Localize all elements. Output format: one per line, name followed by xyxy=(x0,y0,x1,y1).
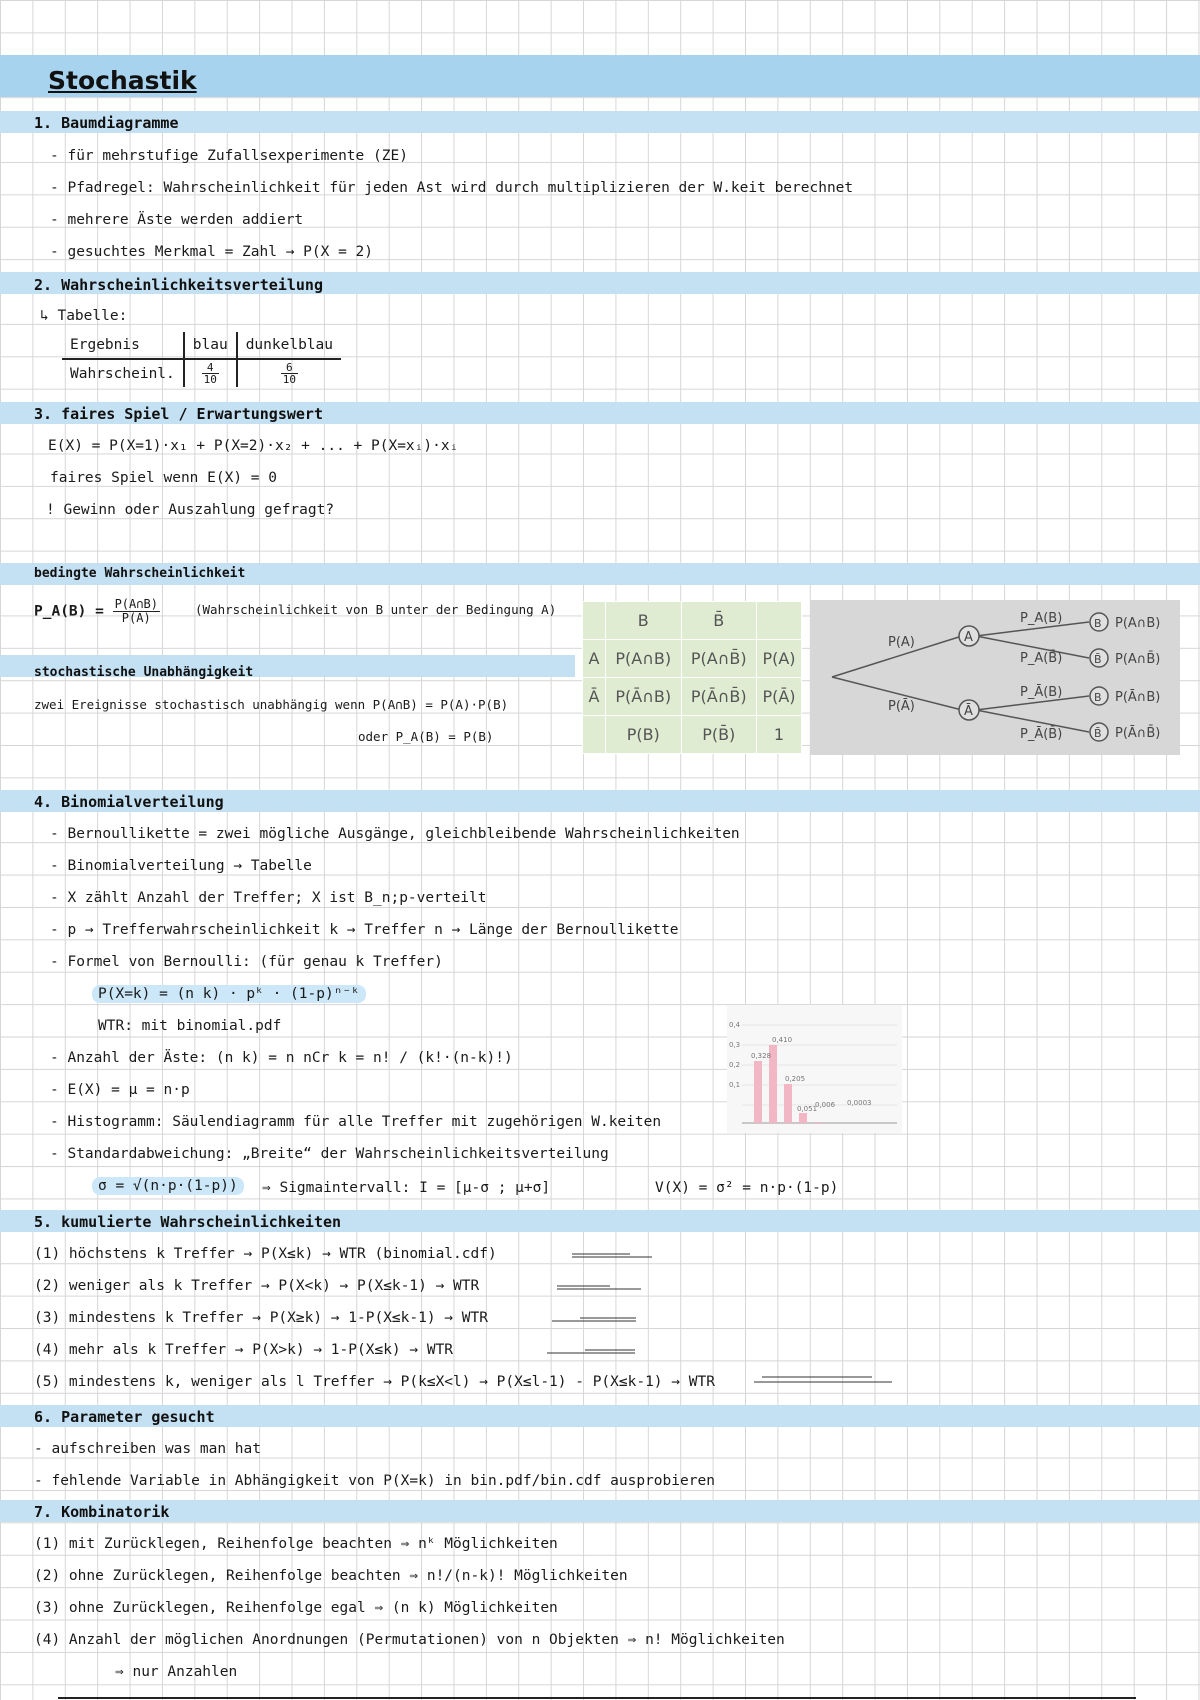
s1-line-3: - mehrere Äste werden addiert xyxy=(50,212,304,228)
page-title: Stochastik xyxy=(48,66,197,95)
table-header-darkblue: dunkelblau xyxy=(237,332,341,359)
svg-text:0,006: 0,006 xyxy=(815,1101,836,1109)
svg-text:0,3: 0,3 xyxy=(729,1041,741,1049)
indep-line-2: oder P_A(B) = P(B) xyxy=(358,729,494,744)
gain-note: ! Gewinn oder Auszahlung gefragt? xyxy=(46,502,335,518)
distribution-table xyxy=(62,332,341,387)
variance-formula: V(X) = σ² = n·p·(1-p) xyxy=(655,1180,839,1196)
vf-corner xyxy=(583,602,606,640)
cond-explanation: (Wahrscheinlichkeit von B unter der Bedingung A) xyxy=(195,602,557,617)
vf-header-bbar: B̄ xyxy=(681,602,757,640)
vf-cell: P(A) xyxy=(757,640,802,678)
bottom-rule xyxy=(58,1697,1136,1699)
section-7-heading: 7. Kombinatorik xyxy=(34,1503,170,1521)
svg-text:0,328: 0,328 xyxy=(751,1052,772,1060)
cond-formula-lhs: P_A(B) = xyxy=(34,603,104,620)
band-s1 xyxy=(0,111,1200,133)
vf-row-sum-label xyxy=(583,716,606,754)
tree-branch-4: P_Ā(B̄) xyxy=(1020,727,1063,742)
tree-node-a: A xyxy=(964,630,973,645)
histogram-svg xyxy=(727,1005,902,1133)
s6-line-1: - aufschreiben was man hat xyxy=(34,1441,261,1457)
tree-leaf-b: B xyxy=(1094,691,1102,704)
sigma-interval: ⇒ Sigmaintervall: I = [μ-σ ; μ+σ] xyxy=(262,1180,551,1196)
s7-line-5: ⇒ nur Anzahlen xyxy=(115,1664,238,1680)
branch-count-line: - Anzahl der Äste: (n k) = n nCr k = n! / (k!·(n-k)!) xyxy=(50,1050,513,1066)
cond-fraction: $\frac{P(A\cap B)}{P(A)}$ xyxy=(114,597,158,625)
vf-cell: P(Ā∩B) xyxy=(606,678,682,716)
s4-line-5: - Formel von Bernoulli: (für genau k Treffer) xyxy=(50,954,443,970)
indep-line-1: zwei Ereignisse stochastisch unabhängig wenn P(A∩B) = P(A)·P(B) xyxy=(34,697,509,712)
histogram-line: - Histogramm: Säulendiagramm für alle Treffer mit zugehörigen W.keiten xyxy=(50,1114,662,1130)
vf-cell: P(B̄) xyxy=(681,716,757,754)
section-6-heading: 6. Parameter gesucht xyxy=(34,1408,215,1426)
tree-diagram xyxy=(810,600,1180,755)
svg-text:0,051: 0,051 xyxy=(797,1105,818,1113)
tree-branch-2: P_A(B̄) xyxy=(1020,651,1063,666)
tree-leaf-bbar: B̄ xyxy=(1094,653,1102,666)
tree-node-abar: Ā xyxy=(964,704,973,719)
section-5-heading: 5. kumulierte Wahrscheinlichkeiten xyxy=(34,1213,342,1231)
tree-pa: P(A) xyxy=(888,635,915,650)
vf-row-abar-label: Ā xyxy=(583,678,606,716)
cond-formula xyxy=(34,598,160,625)
vf-header-sum xyxy=(757,602,802,640)
svg-text:0,0003: 0,0003 xyxy=(847,1099,872,1107)
s7-line-3: (3) ohne Zurücklegen, Reihenfolge egal ⇒ (n k) Möglichkeiten xyxy=(34,1600,558,1616)
s5-line-1: (1) höchstens k Treffer → P(X≤k) → WTR (binomial.cdf) xyxy=(34,1246,497,1262)
number-line-3 xyxy=(550,1316,640,1326)
vf-cell: 1 xyxy=(757,716,802,754)
s6-line-2: - fehlende Variable in Abhängigkeit von P(X=k) in bin.pdf/bin.cdf ausprobieren xyxy=(34,1473,715,1489)
histogram-image xyxy=(727,1005,902,1133)
tree-result-3: P(Ā∩B) xyxy=(1115,690,1161,705)
s5-line-4: (4) mehr als k Treffer → P(X>k) → 1-P(X≤k) → WTR xyxy=(34,1342,454,1358)
s7-line-4: (4) Anzahl der möglichen Anordnungen (Permutationen) von n Objekten ⇒ n! Möglichkeiten xyxy=(34,1632,785,1648)
s5-line-2: (2) weniger als k Treffer → P(X<k) → P(X≤k-1) → WTR xyxy=(34,1278,480,1294)
tree-pabar: P(Ā) xyxy=(888,699,915,714)
vf-cell: P(Ā∩B̄) xyxy=(681,678,757,716)
s4-line-2: - Binomialverteilung → Tabelle xyxy=(50,858,312,874)
s5-line-5: (5) mindestens k, weniger als l Treffer → P(k≤X<l) → P(X≤l-1) - P(X≤k-1) → WTR xyxy=(34,1374,715,1390)
fair-game-line: faires Spiel wenn E(X) = 0 xyxy=(50,470,277,486)
number-line-2 xyxy=(555,1284,645,1294)
s4-line-1: - Bernoullikette = zwei mögliche Ausgänge, gleichbleibende Wahrscheinlichkeiten xyxy=(50,826,740,842)
vf-cell: P(Ā) xyxy=(757,678,802,716)
tree-branch-1: P_A(B) xyxy=(1020,611,1063,626)
s4-line-4: - p → Trefferwahrscheinlichkeit k → Treffer n → Länge der Bernoullikette xyxy=(50,922,679,938)
tree-leaf-bbar: B̄ xyxy=(1094,727,1102,740)
bernoulli-formula: P(X=k) = (n k) · pᵏ · (1-p)ⁿ⁻ᵏ xyxy=(92,986,366,1002)
s5-line-3: (3) mindestens k Treffer → P(X≥k) → 1-P(X≤k-1) → WTR xyxy=(34,1310,488,1326)
wtr-note: WTR: mit binomial.pdf xyxy=(98,1018,282,1034)
band-s7 xyxy=(0,1500,1200,1522)
indep-heading: stochastische Unabhängigkeit xyxy=(34,665,254,680)
vf-row-a-label: A xyxy=(583,640,606,678)
section-4-heading: 4. Binomialverteilung xyxy=(34,793,224,811)
stddev-line: - Standardabweichung: „Breite“ der Wahrscheinlichkeitsverteilung xyxy=(50,1146,609,1162)
section-1-heading: 1. Baumdiagramme xyxy=(34,114,179,132)
svg-text:0,205: 0,205 xyxy=(785,1075,806,1083)
vf-cell: P(A∩B̄) xyxy=(681,640,757,678)
section-3-heading: 3. faires Spiel / Erwartungswert xyxy=(34,405,323,423)
table-header-result: Ergebnis xyxy=(62,332,184,359)
s1-line-2: - Pfadregel: Wahrscheinlichkeit für jeden Ast wird durch multiplizieren der W.keit berechnet xyxy=(50,180,854,196)
tree-branch-3: P_Ā(B) xyxy=(1020,685,1063,700)
s1-line-4: - gesuchtes Merkmal = Zahl → P(X = 2) xyxy=(50,244,374,260)
sigma-formula: σ = √(n·p·(1-p)) xyxy=(92,1178,244,1194)
s1-line-1: - für mehrstufige Zufallsexperimente (ZE) xyxy=(50,148,408,164)
table-header-blue: blau xyxy=(184,332,237,359)
s4-line-3: - X zählt Anzahl der Treffer; X ist B_n;p-verteilt xyxy=(50,890,487,906)
table-darkblue-fraction: $\frac{6}{10}$ xyxy=(282,361,296,386)
tree-result-4: P(Ā∩B̄) xyxy=(1115,726,1161,741)
tree-diagram-svg xyxy=(810,600,1180,755)
tree-result-1: P(A∩B) xyxy=(1115,616,1161,631)
vf-header-b: B xyxy=(606,602,682,640)
svg-text:0,410: 0,410 xyxy=(772,1036,793,1044)
table-blue-fraction: $\frac{4}{10}$ xyxy=(203,361,217,386)
s2-intro: ↳ Tabelle: xyxy=(40,308,128,324)
svg-text:0,1: 0,1 xyxy=(729,1081,741,1089)
s7-line-1: (1) mit Zurücklegen, Reihenfolge beachten ⇒ nᵏ Möglichkeiten xyxy=(34,1536,558,1552)
section-2-heading: 2. Wahrscheinlichkeitsverteilung xyxy=(34,276,323,294)
vf-cell: P(A∩B) xyxy=(606,640,682,678)
expectation-line: - E(X) = μ = n·p xyxy=(50,1082,190,1098)
tree-result-2: P(A∩B̄) xyxy=(1115,652,1161,667)
tree-leaf-b: B xyxy=(1094,617,1102,630)
expectation-formula: E(X) = P(X=1)·x₁ + P(X=2)·x₂ + ... + P(X=xᵢ)·xᵢ xyxy=(48,438,459,454)
svg-text:0,2: 0,2 xyxy=(729,1061,741,1069)
number-line-1 xyxy=(570,1252,655,1262)
four-field-table xyxy=(582,601,802,754)
table-row-label: Wahrscheinl. xyxy=(70,365,175,382)
svg-text:0,4: 0,4 xyxy=(729,1021,741,1029)
number-line-5 xyxy=(752,1374,897,1384)
s7-line-2: (2) ohne Zurücklegen, Reihenfolge beachten ⇒ n!/(n-k)! Möglichkeiten xyxy=(34,1568,628,1584)
cond-heading: bedingte Wahrscheinlichkeit xyxy=(34,566,246,581)
vf-cell: P(B) xyxy=(606,716,682,754)
number-line-4 xyxy=(545,1348,640,1358)
